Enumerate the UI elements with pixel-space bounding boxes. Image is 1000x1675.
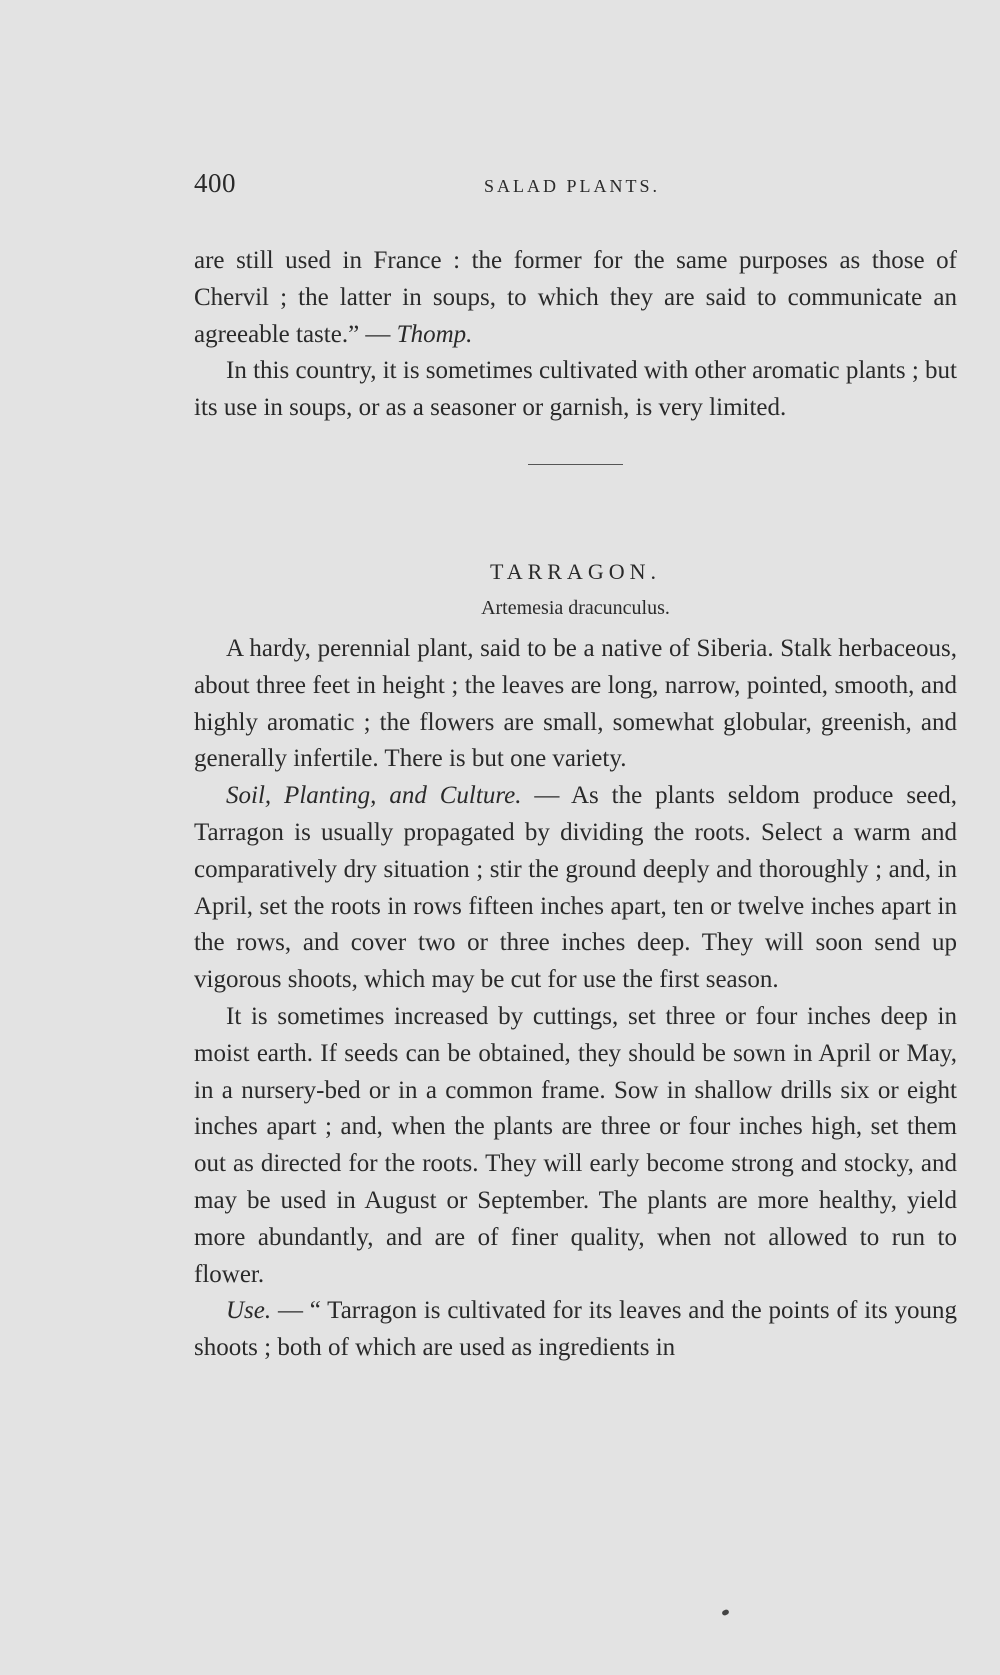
intro-paragraph-2: In this country, it is sometimes cultivated with other aromatic plants ; but its use in soups, or as a seasoner or garnish, is very limited.: [194, 357, 957, 422]
use-heading: Use.: [226, 1297, 272, 1325]
page-number: 400: [194, 168, 236, 198]
use-paragraph: [194, 1293, 957, 1367]
culture-heading: Soil, Planting, and Culture.: [226, 782, 522, 810]
section-title: TARRAGON.: [490, 558, 661, 584]
culture-text: — As the plants seldom produce seed, Tarragon is usually propagated by dividing the roots. Select a warm and comparatively dry situation ; stir the ground deeply and thoroughly ; and, in April, set the roots in rows fifteen inches apart, ten or twelve inches apart in the rows, and cover two or three inches deep. They will soon send up vigorous shoots, which may be cut for use the first season.: [194, 782, 957, 994]
citation: Thomp.: [396, 320, 473, 348]
running-head: SALAD PLANTS.: [484, 176, 661, 196]
ink-speck: [721, 1609, 729, 1616]
section-divider: [194, 427, 957, 503]
intro-paragraph-1: [194, 243, 957, 353]
cuttings-paragraph: It is sometimes increased by cuttings, set three or four inches deep in moist earth. If seeds can be obtained, they should be sown in April or May, in a nursery-bed or in a common frame. Sow in shallow drills six or eight inches apart ; and, when the plants are three or four inches high, set them out as directed for the roots. They will early become strong and stocky, and may be used in August or September. The plants are more healthy, yield more abundantly, and are of finer quality, when not allowed to run to flower.: [194, 1002, 957, 1288]
use-text: — “ Tarragon is cultivated for its leaves and the points of its young shoots ; both of which are used as ingredients in: [194, 1297, 957, 1362]
culture-paragraph: [194, 778, 957, 999]
section-subtitle: Artemesia dracunculus.: [481, 596, 670, 619]
intro-paragraph-1-text: are still used in France : the former for the same purposes as those of Chervil ; the latter in soups, to which they are said to communicate an agreeable taste.” —: [194, 247, 957, 348]
description-paragraph: A hardy, perennial plant, said to be a native of Siberia. Stalk herbaceous, about three feet in height ; the leaves are long, narrow, pointed, smooth, and highly aromatic ; the flowers are small, somewhat globular, greenish, and generally infertile. There is but one variety.: [194, 634, 957, 773]
divider-rule: [528, 464, 623, 465]
page-header: [194, 168, 957, 208]
page-body: [194, 243, 957, 1367]
